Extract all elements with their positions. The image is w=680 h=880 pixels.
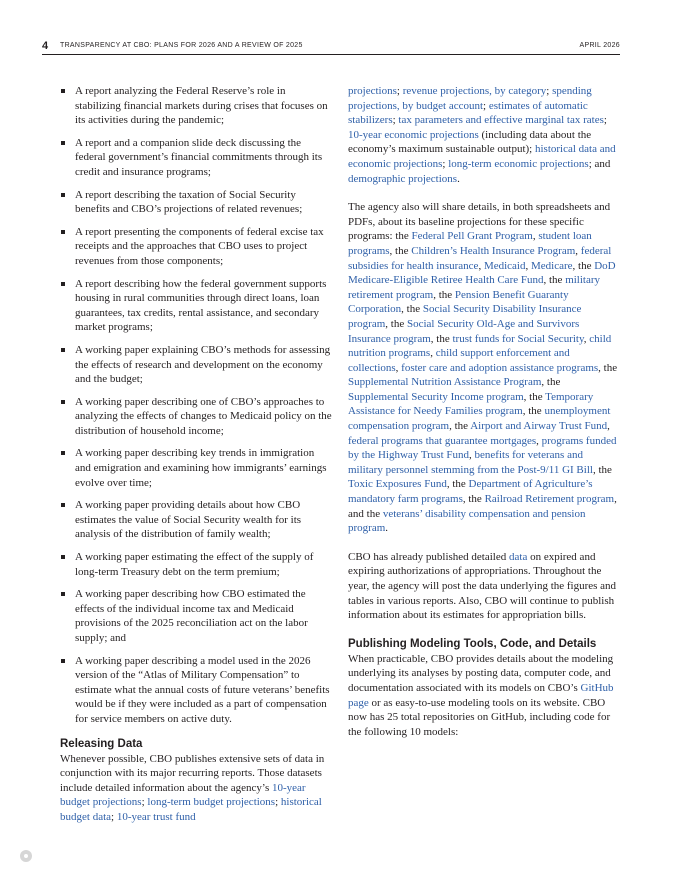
link-gi-bill-benefits[interactable]: benefits for veterans and military personnel stemming from the Post-9/11 GI Bill bbox=[348, 449, 593, 476]
link-snap[interactable]: Supplemental Nutrition Assistance Program bbox=[348, 376, 542, 389]
link-10-year-economic-projections[interactable]: 10-year economic projections bbox=[348, 128, 479, 141]
link-github-page[interactable]: GitHub page bbox=[348, 681, 614, 709]
running-title: TRANSPARENCY AT CBO: PLANS FOR 2026 AND A REVIEW OF 2025 bbox=[60, 42, 303, 49]
list-item: A report presenting the components of federal excise tax receipts and the approaches that CBO uses to project revenues from those components; bbox=[60, 225, 332, 269]
link-revenue-projections[interactable]: revenue projections, by category bbox=[402, 85, 547, 97]
link-veterans-disability-pension[interactable]: veterans’ disability compensation and pension program bbox=[348, 507, 586, 535]
bullet-icon bbox=[61, 230, 65, 234]
link-automatic-stabilizers[interactable]: estimates of automatic stabilizers bbox=[348, 99, 588, 127]
list-item: A working paper describing one of CBO’s approaches to analyzing the effects of changes to Medicaid policy on the distribution of household income; bbox=[60, 395, 332, 439]
modeling-paragraph: When practicable, CBO provides details about the modeling underlying its analyses by posting data, computer code, and documentation associated with its models on CBO’s GitHub page or as easy-to-use modeling tools on its website. CBO now has 25 total repositories on GitHub, including code for the following 10 models: bbox=[348, 652, 614, 738]
link-child-nutrition[interactable]: child nutrition programs bbox=[348, 332, 612, 360]
list-item: A working paper describing a model used in the 2026 version of the “Atlas of Military Compensation” to estimate what the annual costs of future veterans’ benefits would be if they were included as a part of compensation for service members on active duty. bbox=[60, 654, 332, 727]
link-child-support[interactable]: child support enforcement and collections bbox=[348, 347, 570, 374]
authorizations-paragraph: CBO has already published detailed data on expired and expiring authorizations of appropriations. Throughout the year, the agency will post the data underlying the figures and tables in various reports. Also, CBO will continue to publish information about its estimates for appropriation bills. bbox=[348, 550, 617, 622]
list-item: A report describing how the federal government supports housing in rural communities through direct loans, loan guarantees, tax credits, rental assistance, and secondary market programs; bbox=[60, 277, 332, 335]
bullet-icon bbox=[61, 400, 65, 404]
link-authorizations-data[interactable]: data bbox=[509, 550, 528, 563]
list-item: A report analyzing the Federal Reserve’s role in stabilizing financial markets during crises that focuses on its activities during the pandemic; bbox=[60, 84, 332, 128]
bullet-icon bbox=[61, 592, 65, 596]
running-header bbox=[42, 40, 620, 55]
link-pell-grant[interactable]: Federal Pell Grant Program bbox=[411, 230, 533, 243]
right-column bbox=[348, 84, 620, 739]
link-chip[interactable]: Children’s Health Insurance Program bbox=[411, 244, 576, 257]
bullet-icon bbox=[61, 659, 65, 663]
link-tax-parameters[interactable]: tax parameters and effective marginal tax rates bbox=[398, 114, 604, 127]
page-corner-icon bbox=[20, 850, 32, 862]
link-toxic-exposures-fund[interactable]: Toxic Exposures Fund bbox=[348, 478, 447, 491]
list-item: A report describing the taxation of Social Security benefits and CBO’s projections of related revenues; bbox=[60, 188, 332, 217]
link-long-term-budget-projections[interactable]: long-term budget projections bbox=[147, 796, 276, 809]
link-unemployment-compensation[interactable]: unemployment compensation program bbox=[348, 405, 611, 433]
list-item: A report and a companion slide deck discussing the federal government’s financial commitments through its credit and insurance programs; bbox=[60, 136, 332, 180]
link-ssi[interactable]: Supplemental Security Income program bbox=[348, 390, 524, 403]
list-item: A working paper providing details about how CBO estimates the value of Social Security wealth for its analysis of the distribution of family wealth; bbox=[60, 498, 332, 542]
bullet-icon bbox=[61, 348, 65, 352]
link-medicare[interactable]: Medicare bbox=[530, 259, 573, 272]
link-spending-projections[interactable]: spending projections, by budget account bbox=[348, 85, 592, 112]
bullet-icon bbox=[61, 141, 65, 145]
bullet-icon bbox=[61, 89, 65, 93]
link-medicaid[interactable]: Medicaid bbox=[483, 259, 526, 272]
section-heading-modeling-tools: Publishing Modeling Tools, Code, and Details bbox=[348, 637, 597, 650]
link-demographic-projections[interactable]: demographic projections bbox=[348, 172, 458, 185]
link-farm-programs[interactable]: Department of Agriculture’s mandatory farm programs bbox=[348, 478, 593, 506]
bullet-icon bbox=[61, 282, 65, 286]
link-student-loans[interactable]: student loan programs bbox=[348, 230, 592, 257]
link-historical-budget-data[interactable]: historical budget data bbox=[60, 796, 322, 823]
bullet-icon bbox=[61, 555, 65, 559]
link-10-year-trust-fund-projections-cont[interactable]: projections bbox=[348, 85, 397, 97]
baseline-programs-paragraph: The agency also will share details, in both spreadsheets and PDFs, about its baseline projections for these specific programs: the Federal Pell Grant Program, student loan programs, the Children’s Health Insurance Program, federal subsidies for health insurance, Medicaid, Medicare, the DoD Medicare-Eligible Retiree Health Care Fund, the military retirement program, the Pension Benefit Guaranty Corporation, the Social Security Disability Insurance program, the Social Security Old-Age and Survivors Insurance program, the trust funds for Social Security, child nutrition programs, child support enforcement and collections, foster care and adoption assistance programs, the Supplemental Nutrition Assistance Program, the Supplemental Security Income program, the Temporary Assistance for Needy Families program, the unemployment compensation program, the Airport and Airway Trust Fund, federal programs that guarantee mortgages, programs funded by the Highway Trust Fund, benefits for veterans and military personnel stemming from the Post-9/11 GI Bill, the Toxic Exposures Fund, the Department of Agriculture’s mandatory farm programs, the Railroad Retirement program, and the veterans’ disability compensation and pension program. bbox=[348, 201, 618, 535]
link-airport-airway-trust-fund[interactable]: Airport and Airway Trust Fund bbox=[470, 420, 608, 433]
link-social-security-trust-funds[interactable]: trust funds for Social Security bbox=[452, 332, 584, 345]
link-tanf[interactable]: Temporary Assistance for Needy Families program bbox=[348, 390, 594, 418]
link-highway-trust-fund[interactable]: programs funded by the Highway Trust Fund bbox=[348, 434, 617, 462]
link-railroad-retirement[interactable]: Railroad Retirement program bbox=[484, 493, 615, 506]
link-oasi[interactable]: Social Security Old-Age and Survivors Insurance program bbox=[348, 317, 580, 345]
bullet-icon bbox=[61, 451, 65, 455]
publication-list bbox=[60, 84, 332, 727]
link-historical-data-economic-projections[interactable]: historical data and economic projections bbox=[348, 143, 616, 170]
link-10-year-budget-projections[interactable]: 10-year budget projections bbox=[60, 781, 306, 809]
datasets-paragraph: projections; revenue projections, by category; spending projections, by budget account; estimates of automatic stabilizers; tax parameters and effective marginal tax rates; 10-year economic projections (including data about the economy’s maximum sustainable output); historical data and economic projections; long-term economic projections; and demographic projections. bbox=[348, 85, 616, 185]
releasing-data-paragraph: Whenever possible, CBO publishes extensive sets of data in conjunction with its major recurring reports. Those datasets include detailed information about the agency’s 10-year budget projections; long-term budget projections; historical budget data; 10-year trust fund bbox=[60, 752, 325, 823]
link-foster-care[interactable]: foster care and adoption assistance programs bbox=[401, 361, 599, 374]
link-health-insurance-subsidies[interactable]: federal subsidies for health insurance bbox=[348, 244, 612, 272]
header-date: APRIL 2026 bbox=[579, 42, 620, 49]
section-heading-releasing-data: Releasing Data bbox=[60, 737, 143, 750]
bullet-icon bbox=[61, 193, 65, 197]
link-long-term-economic-projections[interactable]: long-term economic projections bbox=[448, 157, 589, 170]
link-ssdi[interactable]: Social Security Disability Insurance program bbox=[348, 303, 582, 330]
link-mortgage-guarantees[interactable]: federal programs that guarantee mortgages bbox=[348, 434, 537, 447]
list-item: A working paper estimating the effect of the supply of long-term Treasury debt on the term premium; bbox=[60, 550, 332, 579]
list-item: A working paper describing how CBO estimated the effects of the individual income tax and Medicaid provisions of the 2025 reconciliation act on the labor supply; and bbox=[60, 587, 332, 645]
bullet-icon bbox=[61, 503, 65, 507]
link-military-retirement[interactable]: military retirement program bbox=[348, 274, 601, 301]
link-10-year-trust-fund-projections[interactable]: 10-year trust fund bbox=[116, 810, 196, 823]
list-item: A working paper explaining CBO’s methods for assessing the effects of research and development on the economy and the budget; bbox=[60, 343, 332, 387]
link-pbgc[interactable]: Pension Benefit Guaranty Corporation bbox=[348, 288, 569, 316]
link-dod-medicare-eligible-fund[interactable]: DoD Medicare-Eligible Retiree Health Care Fund bbox=[348, 259, 616, 287]
list-item: A working paper describing key trends in immigration and emigration and examining how immigrants’ earnings evolve over time; bbox=[60, 446, 332, 490]
page-number: 4 bbox=[42, 40, 49, 52]
left-column bbox=[60, 84, 332, 825]
